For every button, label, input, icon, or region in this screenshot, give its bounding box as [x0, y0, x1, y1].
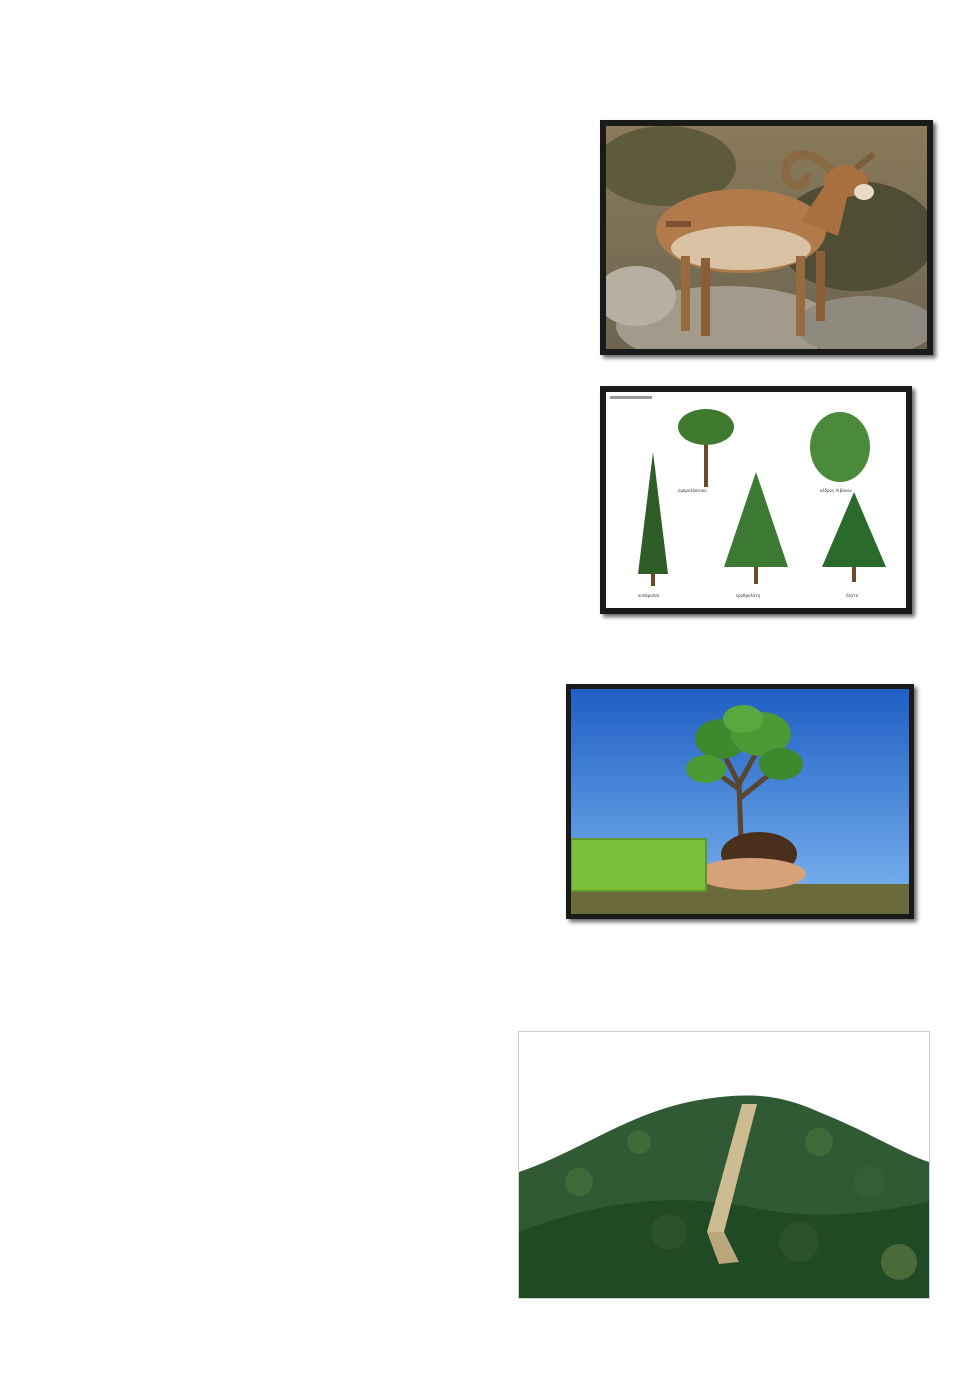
svg-text:ερυθρελάτη: ερυθρελάτη [736, 593, 761, 598]
mouflon-photo [600, 120, 933, 355]
border-left [0, 0, 40, 1383]
firebreak-photo [518, 1031, 930, 1299]
evergreen-trees-photo [600, 386, 912, 614]
border-bottom [0, 1343, 960, 1383]
svg-text:κέδρος Λιβάνου: κέδρος Λιβάνου [820, 488, 852, 493]
sapling-in-hand-photo [566, 684, 914, 919]
svg-text:κυπάρισσο: κυπάρισσο [638, 593, 660, 598]
svg-text:ομπρελόπευκο: ομπρελόπευκο [678, 488, 707, 493]
svg-text:έλατο: έλατο [846, 593, 859, 598]
border-top [0, 0, 960, 40]
